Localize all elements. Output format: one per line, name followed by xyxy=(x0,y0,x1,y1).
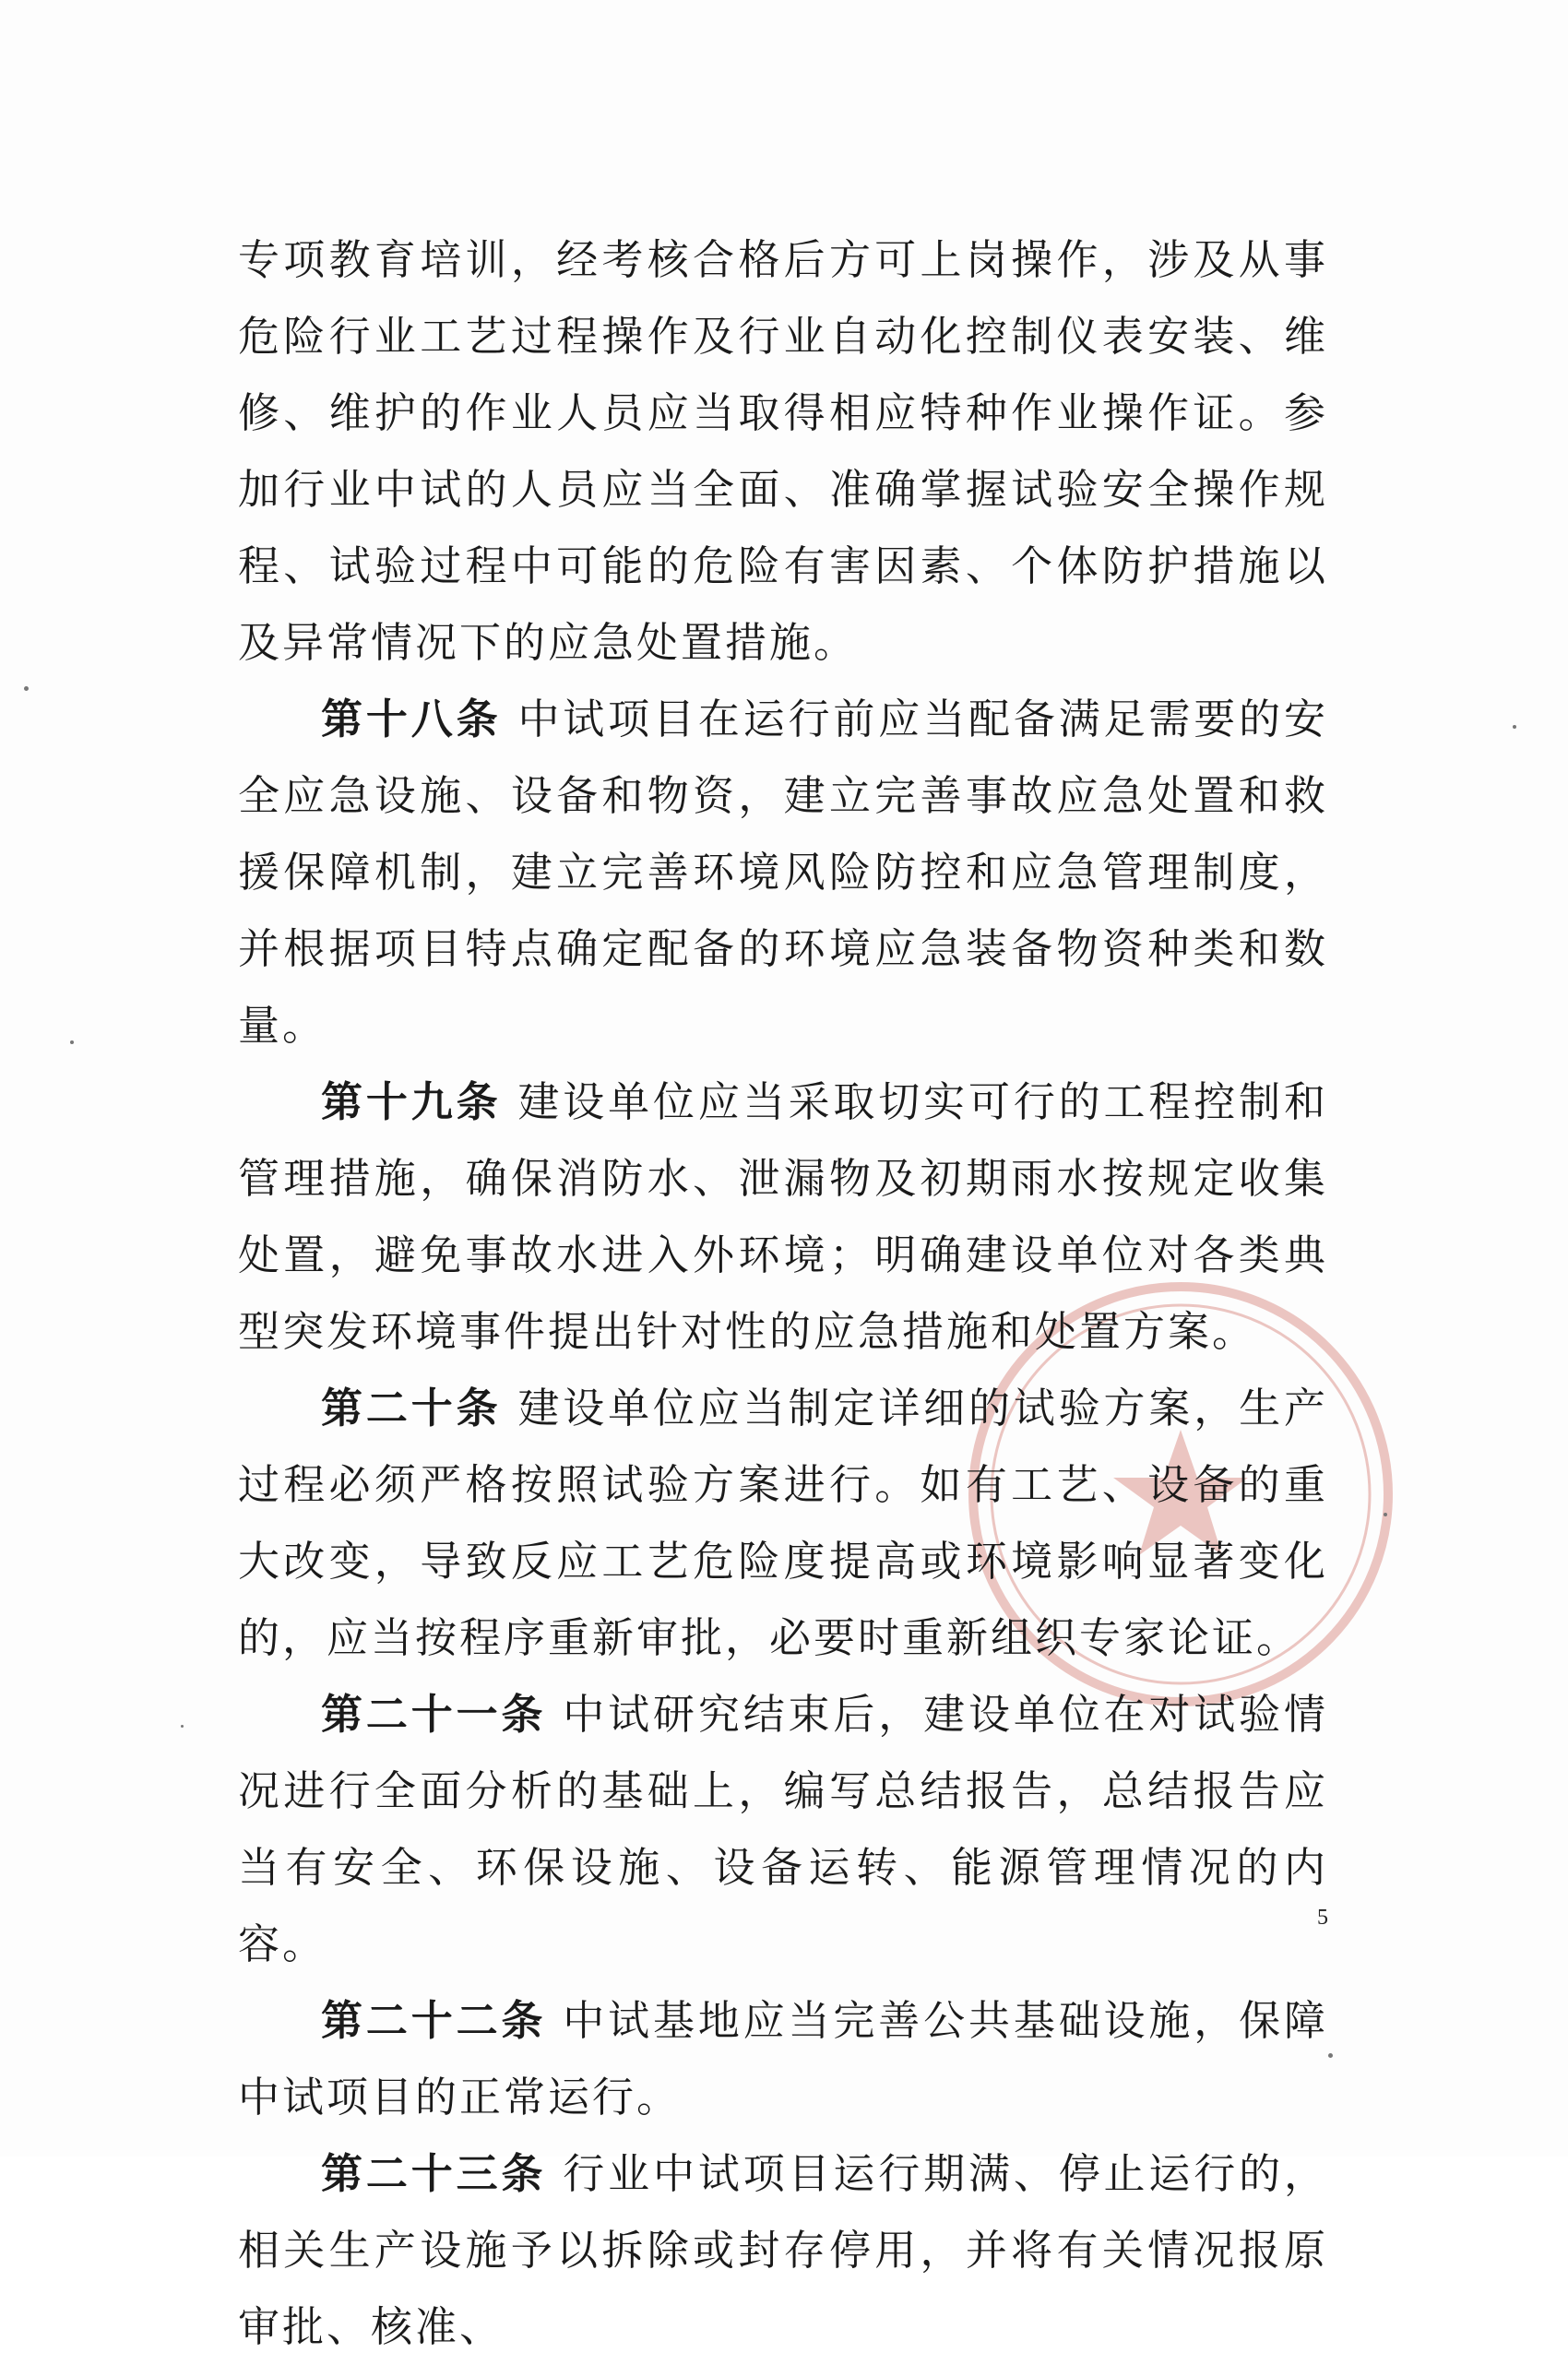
article-21 xyxy=(238,1676,1328,1982)
scan-speck xyxy=(1328,2053,1333,2058)
article-label: 第十九条 xyxy=(321,1077,502,1126)
page-number: 5 xyxy=(1317,1906,1328,1930)
article-text: 建设单位应当制定详细的试验方案，生产过程必须严格按照试验方案进行。如有工艺、设备的重大改变，导致反应工艺危险度提高或环境影响显著变化的，应当按程序重新审批，必要时重新组织专家论证。 xyxy=(238,1384,1328,1662)
article-label: 第二十条 xyxy=(321,1384,502,1432)
article-18 xyxy=(238,681,1328,1064)
article-19 xyxy=(238,1064,1328,1370)
scan-speck xyxy=(24,686,29,691)
article-label: 第二十二条 xyxy=(321,1996,547,2045)
article-label: 第二十三条 xyxy=(321,2149,547,2198)
paragraph-continuation xyxy=(238,221,1328,681)
scan-speck xyxy=(181,1725,184,1728)
article-text: 中试研究结束后，建设单位在对试验情况进行全面分析的基础上，编写总结报告，总结报告应当有安全、环保设施、设备运转、能源管理情况的内容。 xyxy=(238,1690,1328,1968)
article-label: 第十八条 xyxy=(321,695,502,743)
scan-speck xyxy=(70,1040,74,1044)
article-label: 第二十一条 xyxy=(321,1690,547,1739)
document-body xyxy=(238,221,1328,2365)
article-text: 建设单位应当采取切实可行的工程控制和管理措施，确保消防水、泄漏物及初期雨水按规定收集处置，避免事故水进入外环境；明确建设单位对各类典型突发环境事件提出针对性的应急措施和处置方案。 xyxy=(238,1077,1328,1356)
article-text: 中试项目在运行前应当配备满足需要的安全应急设施、设备和物资，建立完善事故应急处置和救援保障机制，建立完善环境风险防控和应急管理制度，并根据项目特点确定配备的环境应急装备物资种类和数量。 xyxy=(238,695,1328,1050)
article-text: 中试基地应当完善公共基础设施，保障中试项目的正常运行。 xyxy=(238,1996,1328,2121)
paragraph-text: 专项教育培训，经考核合格后方可上岗操作，涉及从事危险行业工艺过程操作及行业自动化控制仪表安装、维修、维护的作业人员应当取得相应特种作业操作证。参加行业中试的人员应当全面、准确掌握试验安全操作规程、试验过程中可能的危险有害因素、个体防护措施以及异常情况下的应急处置措施。 xyxy=(238,235,1328,667)
scan-speck xyxy=(1384,1513,1387,1516)
article-22 xyxy=(238,1982,1328,2135)
article-text: 行业中试项目运行期满、停止运行的，相关生产设施予以拆除或封存停用，并将有关情况报原审批、核准、 xyxy=(238,2149,1328,2351)
article-23 xyxy=(238,2135,1328,2365)
scan-speck xyxy=(1513,725,1516,729)
article-20 xyxy=(238,1370,1328,1676)
